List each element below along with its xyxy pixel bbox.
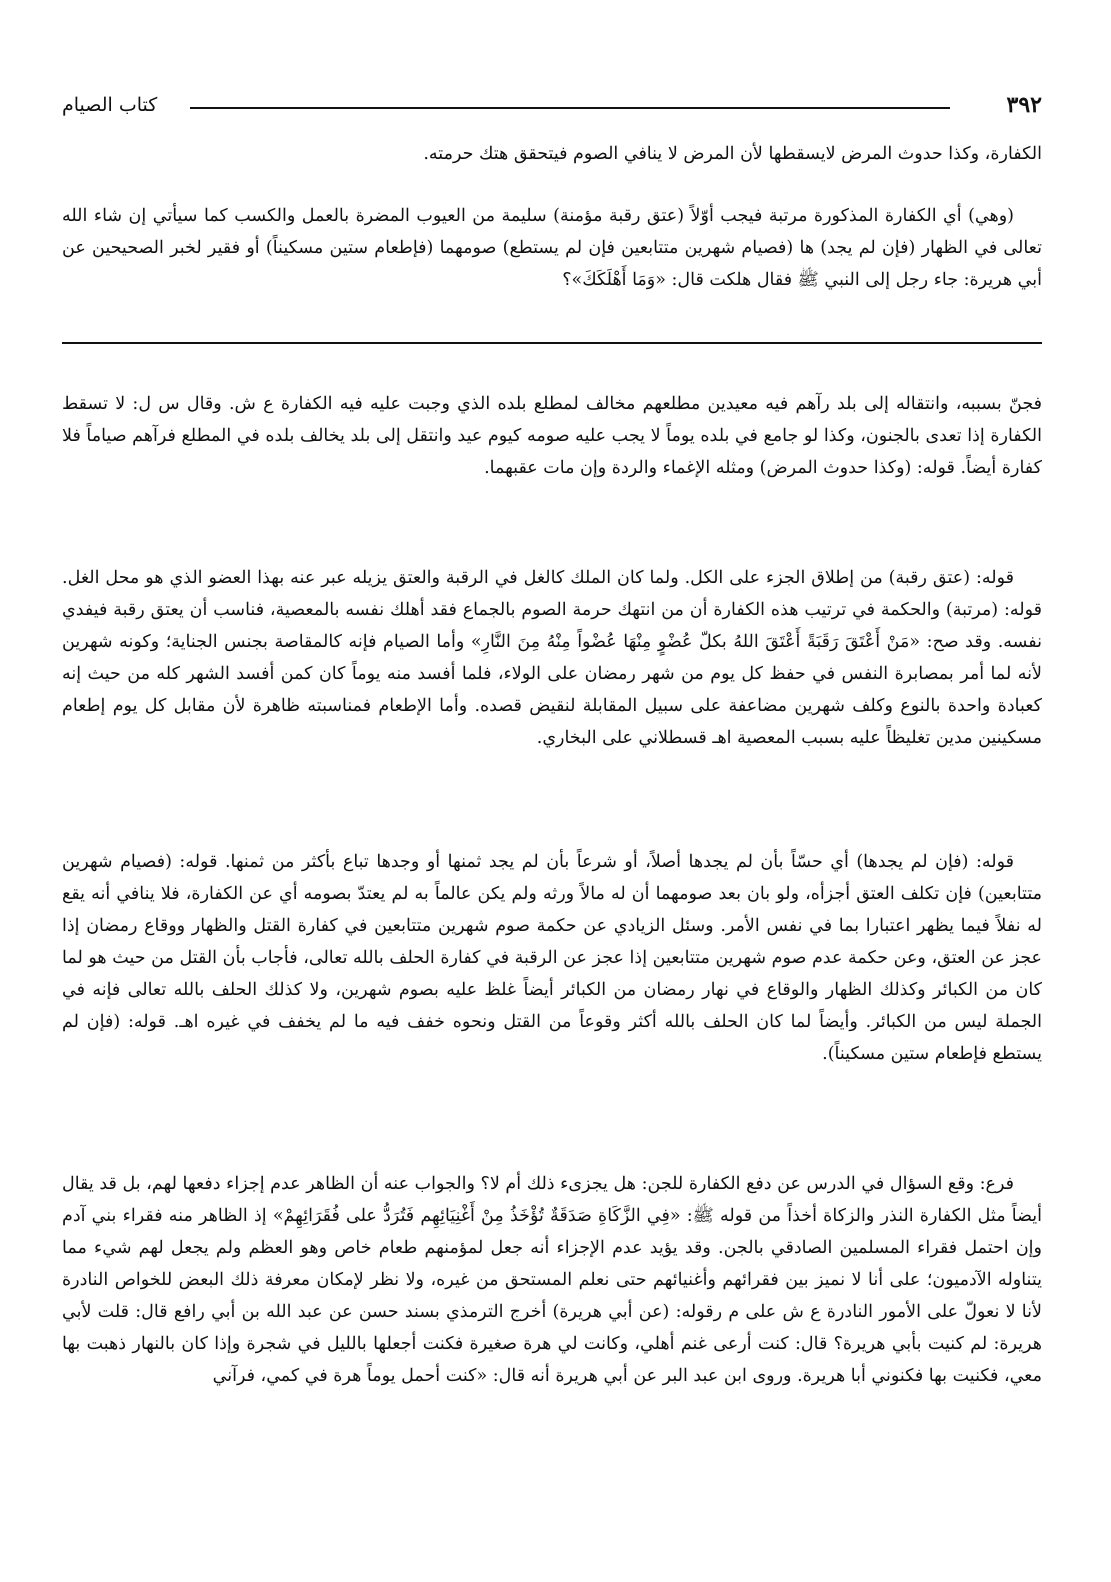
commentary-block-1 [62,388,1042,484]
commentary-block-2 [62,562,1042,754]
page-header [62,92,1042,120]
footnote-divider [62,342,1042,344]
commentary-block-4 [62,1168,1042,1392]
main-text [62,138,1042,170]
commentary-paragraph-2: قوله: (عتق رقبة) من إطلاق الجزء على الكل. ولما كان الملك كالغل في الرقبة والعتق يزيله عبر عنه بهذا العضو الذي هو محل الغل. قوله: (مرتبة) والحكمة في ترتيب هذه الكفارة أن من انتهك حرمة الصوم بالجماع فقد أهلك نفسه بالمعصية، فناسب أن يعتق رقبة فيفدي نفسه. وقد صح: «مَنْ أَعْتَقَ رَقَبَةً أَعْتَقَ اللهُ بكلّ عُضْوٍ مِنْهَا عُضْواً مِنْهُ مِنَ النَّارِ» وأما الصيام فإنه كالمقاصة بجنس الجناية؛ وكونه شهرين لأنه لما أمر بمصابرة النفس في حفظ كل يوم من شهر رمضان على الولاء، فلما أفسد منه يوماً كان كمن أفسد الشهر كله من حيث إنه كعبادة واحدة بالنوع وكلف شهرين مضاعفة على سبيل المقابلة لنقيض قصده. وأما الإطعام فمناسبته ظاهرة لأن مقابل كل يوم إطعام مسكينين مدين تغليظاً عليه بسبب المعصية اهـ قسطلاني على البخاري. [62,568,1042,748]
header-rule [190,107,950,109]
commentary-block-3 [62,846,1042,1070]
main-text-2 [62,200,1042,296]
commentary-paragraph-4: فرع: وقع السؤال في الدرس عن دفع الكفارة للجن: هل يجزىء ذلك أم لا؟ والجواب عنه أن الظاهر عدم إجزاء دفعها لهم، بل قد يقال أيضاً مثل الكفارة النذر والزكاة أخذاً من قوله ﷺ: «فِي الزَّكَاةِ صَدَقَةٌ تُؤْخَذُ مِنْ أَغْنِيَائِهِم فَتُرَدُّ على فُقَرَائِهِمْ» إذ الظاهر منه فقراء بني آدم وإن احتمل فقراء المسلمين الصادقي بالجن. وقد يؤيد عدم الإجزاء أنه جعل لمؤمنهم طعام خاص وهو العظم ولم يجعل لهم شيء مما يتناوله الآدميون؛ على أنا لا نميز بين فقرائهم وأغنيائهم حتى نعلم المستحق من غيره، ولا نظر لإمكان معرفة ذلك البعض للخواص النادرة لأنا لا نعولّ على الأمور النادرة ع ش على م رقوله: (عن أبي هريرة) أخرج الترمذي بسند حسن عن عبد الله بن أبي رافع قال: قلت لأبي هريرة: لم كنيت بأبي هريرة؟ قال: كنت أرعى غنم أهلي، وكانت لي هرة صغيرة فكنت أجعلها بالليل في شجرة وإذا كان بالنهار ذهبت بها معي، فكنيت بها فكنوني أبا هريرة. وروى ابن عبد البر عن أبي هريرة أنه قال: «كنت أحمل يوماً هرة في كمي، فرآني [62,1174,1042,1386]
page-number: ٣٩٢ [1006,92,1042,118]
book-title: كتاب الصيام [62,94,158,116]
main-paragraph-1: الكفارة، وكذا حدوث المرض لايسقطها لأن المرض لا ينافي الصوم فيتحقق هتك حرمته. [423,144,1042,164]
commentary-paragraph-1: فجنّ بسببه، وانتقاله إلى بلد رآهم فيه معيدين مطلعهم مخالف لمطلع بلده الذي وجبت عليه فيه الكفارة ع ش. وقال س ل: لا تسقط الكفارة إذا تعدى بالجنون، وكذا لو جامع في بلده يوماً لا يجب عليه صومه كيوم عيد وانتقل إلى بلد يخالف بلده في المطلع فرآهم صياماً فلا كفارة أيضاً. قوله: (وكذا حدوث المرض) ومثله الإغماء والردة وإن مات عقبهما. [62,394,1042,478]
main-paragraph-2: (وهي) أي الكفارة المذكورة مرتبة فيجب أوّلاً (عتق رقبة مؤمنة) سليمة من العيوب المضرة بالعمل والكسب كما سيأتي إن شاء الله تعالى في الظهار (فإن لم يجد) ها (فصيام شهرين متتابعين فإن لم يستطع) صومهما (فإطعام ستين مسكيناً) أو فقير لخبر الصحيحين عن أبي هريرة: جاء رجل إلى النبي ﷺ فقال هلكت قال: «وَمَا أَهْلَكَكَ»؟ [62,206,1042,290]
commentary-paragraph-3: قوله: (فإن لم يجدها) أي حسّاً بأن لم يجدها أصلاً، أو شرعاً بأن لم يجد ثمنها أو وجدها تباع بأكثر من ثمنها. قوله: (فصيام شهرين متتابعين) فإن تكلف العتق أجزأه، ولو بان بعد صومهما أن له مالاً ورثه ولم يكن عالماً به لم يعتدّ بصومه أي عن الكفارة، فلا ينافي أنه يقع له نفلاً فيما يظهر اعتبارا بما في نفس الأمر. وسئل الزيادي عن حكمة صوم شهرين متتابعين في كفارة القتل والظهار ووقاع رمضان إذا عجز عن العتق، وعن حكمة عدم صوم شهرين متتابعين إذا عجز عن الرقبة في كفارة الحلف بالله تعالى، فأجاب بأن القتل من حيث هو لما كان من الكبائر وكذلك الظهار والوقاع في نهار رمضان من الكبائر أيضاً غلظ عليه بصوم شهرين، ولا كذلك الحلف بالله تعالى فإنه في الجملة ليس من الكبائر. وأيضاً لما كان الحلف بالله أكثر وقوعاً من القتل ونحوه خفف فيه ما لم يخفف في غيره اهـ. قوله: (فإن لم يستطع فإطعام ستين مسكيناً). [62,852,1042,1064]
